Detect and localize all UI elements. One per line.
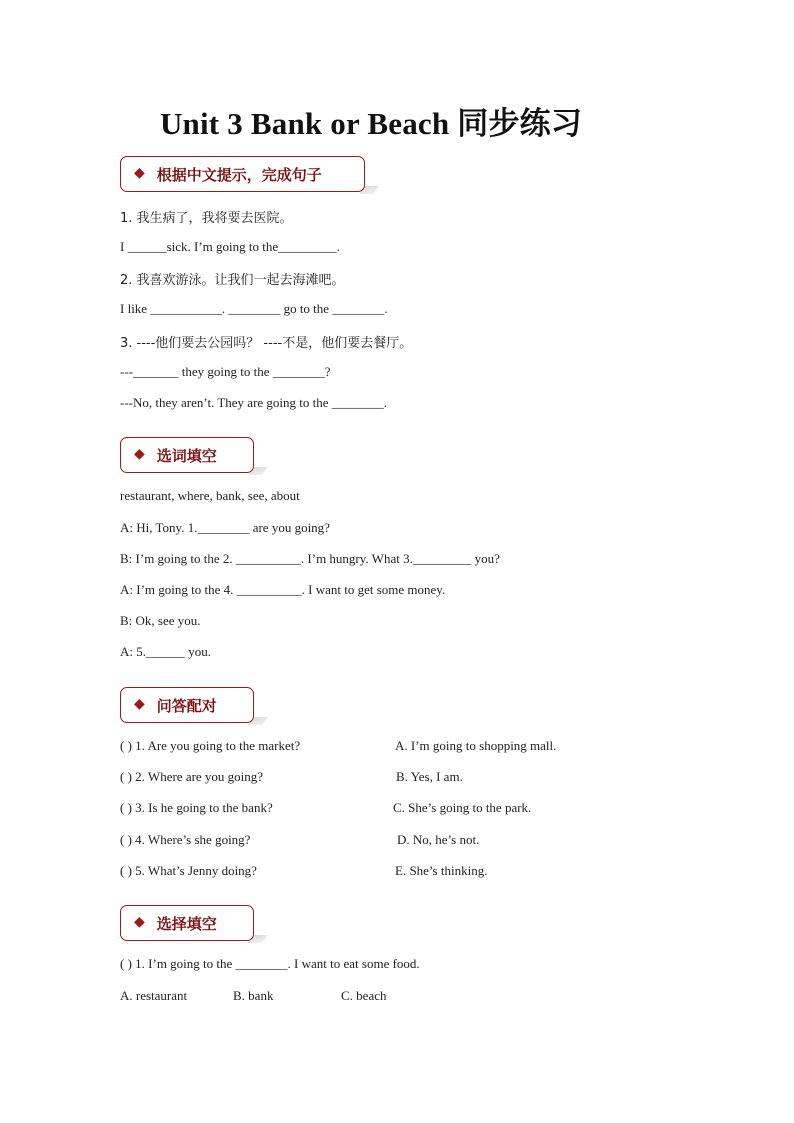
- diamond-icon: ◆: [134, 447, 145, 462]
- section-title: 选择填空: [156, 914, 217, 933]
- matching-answer: A. I’m going to shopping mall.: [395, 738, 557, 753]
- word-bank: restaurant, where, bank, see, about: [120, 488, 300, 503]
- matching-answer: B. Yes, I am.: [396, 769, 463, 784]
- page-title: Unit 3 Bank or Beach 同步练习: [159, 106, 583, 141]
- dialogue-line: B: I’m going to the 2. __________. I’m hungry. What 3._________ you?: [120, 551, 500, 566]
- section-title: 根据中文提示，完成句子: [156, 165, 322, 184]
- section-title: 问答配对: [156, 696, 217, 715]
- diamond-icon: ◆: [134, 166, 145, 181]
- diamond-icon: ◆: [134, 697, 145, 712]
- matching-question: ( ) 1. Are you going to the market?: [120, 738, 301, 753]
- question-line: I like ___________. ________ go to the ________.: [120, 301, 388, 316]
- question-line: 2. 我喜欢游泳。让我们一起去海滩吧。: [120, 273, 345, 288]
- dialogue-line: A: Hi, Tony. 1.________ are you going?: [120, 520, 330, 535]
- question-line: 1. 我生病了，我将要去医院。: [120, 211, 293, 226]
- dialogue-line: B: Ok, see you.: [120, 613, 201, 628]
- matching-question: ( ) 5. What’s Jenny doing?: [120, 863, 257, 878]
- diamond-icon: ◆: [134, 915, 145, 930]
- question-line: I ______sick. I’m going to the_________.: [120, 239, 340, 254]
- matching-question: ( ) 4. Where’s she going?: [120, 832, 251, 847]
- choice-option-a: A. restaurant: [120, 988, 188, 1003]
- matching-answer: C. She’s going to the park.: [393, 800, 532, 815]
- section-title: 选词填空: [156, 446, 217, 465]
- section-header-complete-sentences: [120, 156, 365, 192]
- question-line: ---_______ they going to the ________?: [120, 364, 331, 379]
- choice-option-c: C. beach: [341, 988, 387, 1003]
- question-line: 3. ----他们要去公园吗？ ----不是，他们要去餐厅。: [120, 336, 413, 351]
- matching-question: ( ) 3. Is he going to the bank?: [120, 800, 273, 815]
- section-header-matching: [120, 687, 254, 723]
- matching-answer: E. She’s thinking.: [395, 863, 488, 878]
- matching-answer: D. No, he’s not.: [397, 832, 480, 847]
- choice-option-b: B. bank: [233, 988, 274, 1003]
- section-header-multiple-choice: [120, 905, 254, 941]
- section-header-word-fill: [120, 437, 254, 473]
- matching-question: ( ) 2. Where are you going?: [120, 769, 264, 784]
- dialogue-line: A: I’m going to the 4. __________. I want to get some money.: [120, 582, 446, 597]
- dialogue-line: A: 5.______ you.: [120, 644, 211, 659]
- choice-question: ( ) 1. I’m going to the ________. I want to eat some food.: [120, 956, 420, 971]
- question-line: ---No, they aren’t. They are going to the ________.: [120, 395, 388, 410]
